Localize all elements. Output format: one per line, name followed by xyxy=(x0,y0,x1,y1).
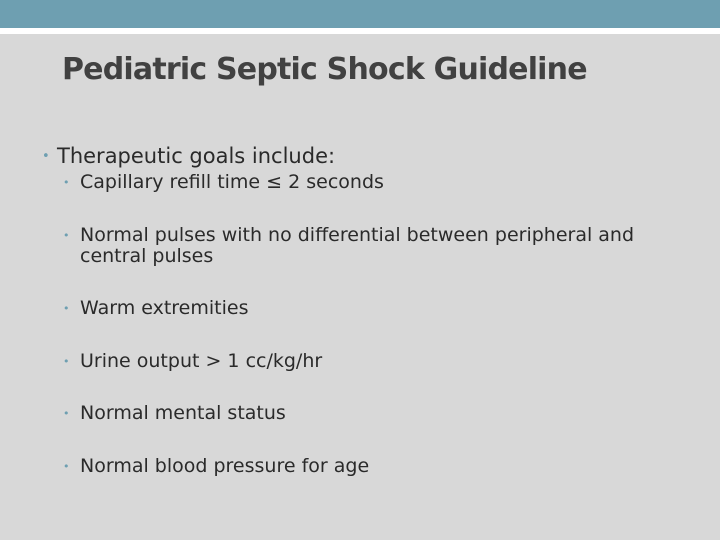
bullet-icon: • xyxy=(63,355,70,368)
bullet-icon: • xyxy=(63,229,70,242)
slide-title: Pediatric Septic Shock Guideline xyxy=(62,52,587,87)
bullet-icon: • xyxy=(63,407,70,420)
top-accent-band xyxy=(0,0,720,28)
top-accent-rule xyxy=(0,28,720,34)
sub-bullet-text: Normal pulses with no differential between peripheral and central pulses xyxy=(80,224,635,267)
sub-bullet-text: Capillary refill time ≤ 2 seconds xyxy=(80,171,384,193)
sub-bullet-text: Normal mental status xyxy=(80,402,286,424)
sub-bullet-text: Normal blood pressure for age xyxy=(80,455,370,477)
sub-bullet-text: Warm extremities xyxy=(80,297,249,319)
sub-bullet-text: Urine output > 1 cc/kg/hr xyxy=(80,350,323,372)
bullet-icon: • xyxy=(63,302,70,315)
bullet-icon: • xyxy=(63,176,70,189)
bullet-icon: • xyxy=(63,460,70,473)
bullet-icon: • xyxy=(42,149,50,164)
main-bullet-text: Therapeutic goals include: xyxy=(57,144,336,168)
